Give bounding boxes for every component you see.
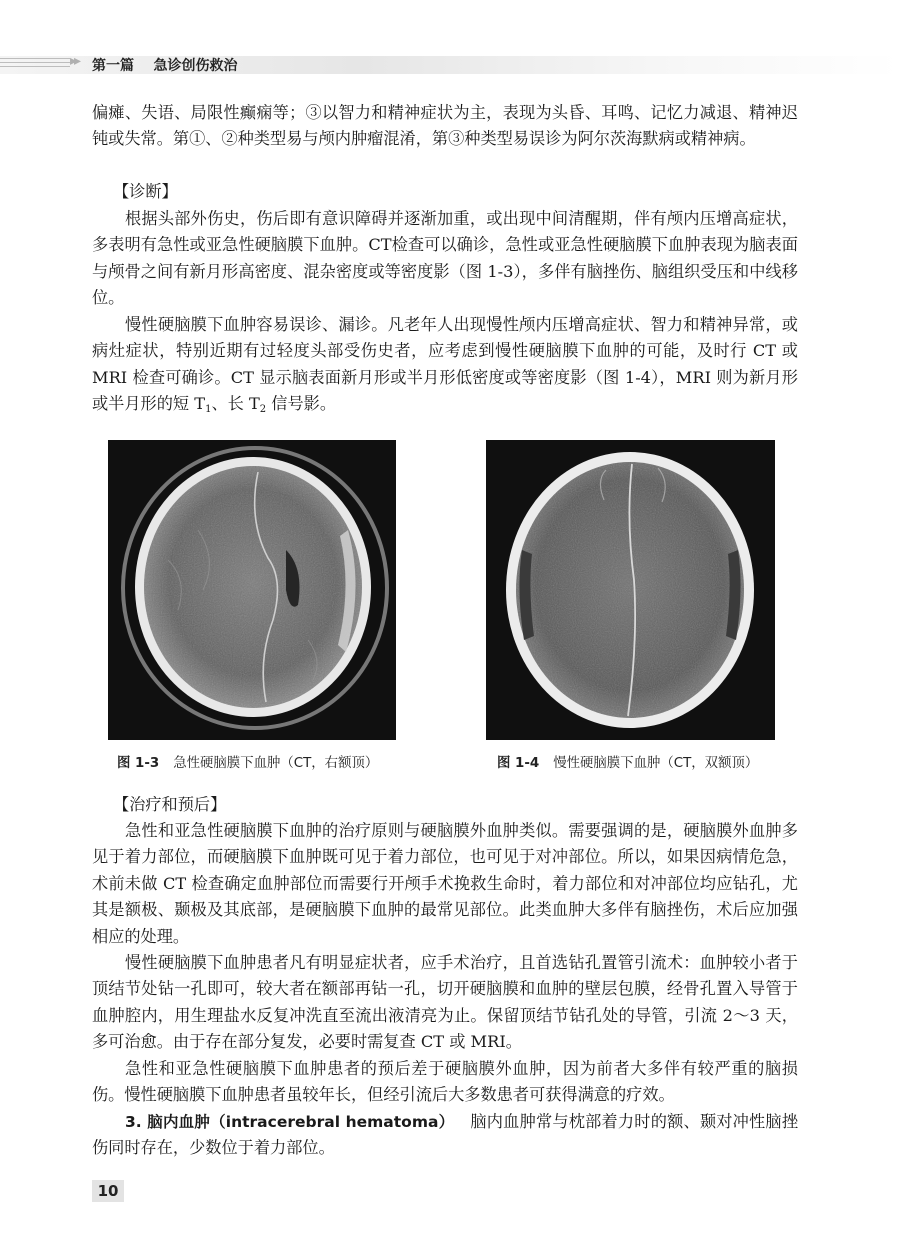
ct-scan-image-1 <box>108 440 396 740</box>
header-chapter: 第一篇 <box>92 58 134 74</box>
header-decor-lines <box>0 58 70 70</box>
paragraph-intracerebral-hematoma: 3. 脑内血肿（intracerebral hematoma） 脑内血肿常与枕部着力时的额、颞对冲性脑挫伤同时存在，少数位于着力部位。 <box>92 1112 799 1158</box>
heading-diagnosis: 【诊断】 <box>113 182 178 201</box>
paragraph-diagnosis-chronic: 慢性硬脑膜下血肿容易误诊、漏诊。凡老年人出现慢性颅内压增高症状、智力和精神异常，或病灶症状，特别近期有过轻度头部受伤史者，应考虑到慢性硬脑膜下血肿的可能，及时行 CT 或 MRI 检查可确诊。CT 显示脑表面新月形或半月形低密度或等密度影（图 1-4），MRI 则为新月形或半月形的短 $T_1$、长 $T_2$ 信号影。 <box>92 315 798 416</box>
figure-caption-text-2: 慢性硬脑膜下血肿（CT，双额顶） <box>553 756 759 771</box>
figure-ct-acute-subdural <box>108 440 396 740</box>
ct-scan-image-2 <box>486 440 775 740</box>
paragraph-continuation: 偏瘫、失语、局限性癫痫等；③以智力和精神症状为主，表现为头昏、耳鸣、记忆力减退、精神迟钝或失常。第①、②种类型易与颅内肿瘤混淆，第③种类型易误诊为阿尔茨海默病或精神病。 <box>92 103 798 149</box>
figure-caption-1 <box>117 752 378 771</box>
running-header <box>92 55 238 75</box>
figure-ct-chronic-subdural <box>486 440 775 740</box>
figure-number-2: 图 1-4 <box>497 756 540 771</box>
heading-treatment: 【治疗和预后】 <box>113 795 227 814</box>
figure-caption-text-1: 急性硬脑膜下血肿（CT，右额顶） <box>173 756 379 771</box>
subsection-heading: 3. 脑内血肿（intracerebral hematoma） <box>125 1113 455 1131</box>
header-title: 急诊创伤救治 <box>153 58 238 74</box>
figure-number-1: 图 1-3 <box>117 756 160 771</box>
paragraph-prognosis: 急性和亚急性硬脑膜下血肿患者的预后差于硬脑膜外血肿，因为前者大多伴有较严重的脑损伤。慢性硬脑膜下血肿患者虽较年长，但经引流后大多数患者可获得满意的疗效。 <box>92 1059 798 1105</box>
page-number: 10 <box>92 1180 124 1202</box>
paragraph-treatment-acute: 急性和亚急性硬脑膜下血肿的治疗原则与硬脑膜外血肿类似。需要强调的是，硬脑膜外血肿多见于着力部位，而硬脑膜下血肿既可见于着力部位，也可见于对冲部位。所以，如果因病情危急，术前未做 CT 检查确定血肿部位而需要行开颅手术挽救生命时，着力部位和对冲部位均应钻孔，尤其是额极、颞极及其底部，是硬脑膜下血肿的最常见部位。此类血肿大多伴有脑挫伤，术后应加强相应的处理。 <box>92 821 798 946</box>
header-arrow-icon: ▸▸ <box>70 53 79 69</box>
figure-caption-2 <box>497 752 758 771</box>
paragraph-diagnosis-acute: 根据头部外伤史，伤后即有意识障碍并逐渐加重，或出现中间清醒期，伴有颅内压增高症状，多表明有急性或亚急性硬脑膜下血肿。CT检查可以确诊，急性或亚急性硬脑膜下血肿表现为脑表面与颅骨之间有新月形高密度、混杂密度或等密度影（图 1-3），多伴有脑挫伤、脑组织受压和中线移位。 <box>92 209 798 308</box>
paragraph-treatment-chronic: 慢性硬脑膜下血肿患者凡有明显症状者，应手术治疗，且首选钻孔置管引流术：血肿较小者于顶结节处钻一孔即可，较大者在额部再钻一孔，切开硬脑膜和血肿的壁层包膜，经骨孔置入导管于血肿腔内，用生理盐水反复冲洗直至流出液清亮为止。保留顶结节钻孔处的导管，引流 2～3 天，多可治愈。由于存在部分复发，必要时需复查 CT 或 MRI。 <box>92 953 798 1052</box>
